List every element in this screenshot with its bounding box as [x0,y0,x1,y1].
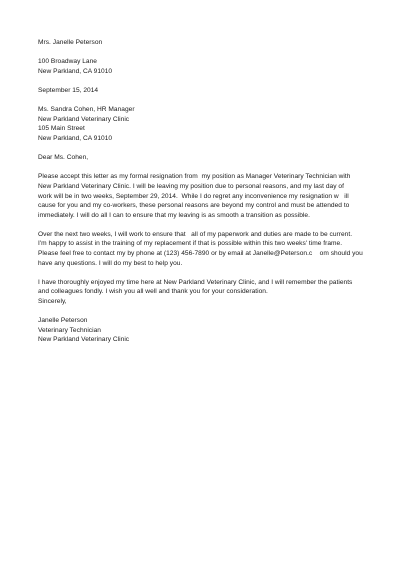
sender-name: Mrs. Janelle Peterson [38,39,103,46]
paragraph-line: have any questions. I will do my best to help you. [38,259,183,267]
signature-title: Veterinary Technician [38,326,101,334]
signature-block [38,316,368,345]
paragraph-line: work will be in two weeks, September 29, 2014. While I do regret any inconvenience my resignation w ill [38,192,349,200]
paragraph-line: I have thoroughly enjoyed my time here at New Parkland Veterinary Clinic, and I will remember the patients [38,278,353,286]
recipient-block [38,105,368,143]
paragraph-line: and colleagues fondly. I wish you all well and thank you for your consideration. [38,288,268,296]
paragraph-line: Over the next two weeks, I will work to ensure that all of my paperwork and duties are made to be current. [38,230,353,238]
recipient-address-line2: New Parkland, CA 91010 [38,134,113,142]
paragraph-line: Please feel free to contact my by phone at (123) 456-7890 or by email at Janelle@Peterson.c om should you [38,250,363,258]
paragraph-3 [38,278,368,297]
sender-block [38,38,368,76]
recipient-address-line1: 105 Main Street [38,125,85,133]
paragraph-line: immediately. I will do all I can to ensure that my leaving is as smooth a transition as possible. [38,211,310,219]
recipient-name: Ms. Sandra Cohen, HR Manager [38,106,135,114]
paragraph-line: cause for you and my co-workers, these personal reasons are beyond my control and must be attended to [38,202,350,210]
signature-company: New Parkland Veterinary Clinic [38,336,130,344]
paragraph-line: I'm happy to assist in the training of my replacement if that is possible within this two weeks' time frame. [38,240,343,248]
recipient-company: New Parkland Veterinary Clinic [38,115,130,123]
signature-name: Janelle Peterson [38,317,88,325]
paragraph-line: New Parkland Veterinary Clinic. I will be leaving my position due to personal reasons, and my last day of [38,182,344,190]
paragraph-line: Please accept this letter as my formal resignation from my position as Manager Veterinary Technician with [38,173,351,181]
sender-address-line1: 100 Broadway Lane [38,58,97,66]
letter-date: September 15, 2014 [38,86,99,94]
closing: Sincerely, [38,298,67,306]
paragraph-1 [38,172,368,220]
salutation: Dear Ms. Cohen, [38,154,89,162]
sender-address-line2: New Parkland, CA 91010 [38,67,113,75]
paragraph-2 [38,230,368,268]
resignation-letter [38,38,368,345]
